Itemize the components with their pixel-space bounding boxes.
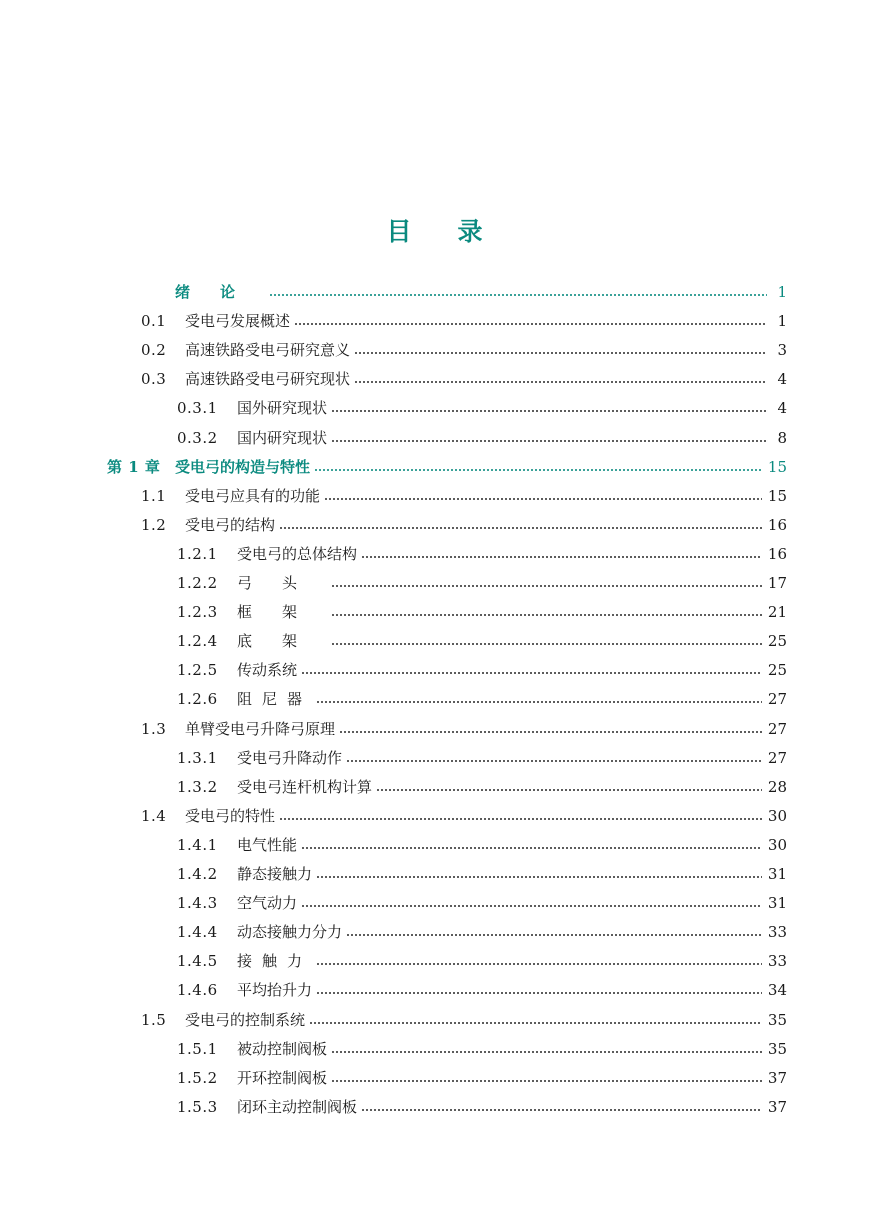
toc-entry-number: 1.2.6 [177,690,218,709]
toc-entry-number: 1.4.5 [177,952,218,971]
toc-entry-title: 高速铁路受电弓研究意义 [185,341,351,360]
toc-entry-number: 1.2 [141,515,167,534]
toc-entry[interactable] [177,394,787,422]
toc-entry[interactable] [141,336,787,364]
dot-leader [331,643,762,645]
toc-entry-page-number: 27 [767,690,787,709]
toc-entry-page-number: 16 [767,515,787,534]
dot-leader [294,323,767,325]
dot-leader [316,963,762,965]
dot-leader [354,352,767,354]
toc-entry-title: 动态接触力分力 [237,923,343,942]
dot-leader [354,381,767,383]
toc-entry-page-number: 16 [767,544,787,563]
toc-entry-page-number: 25 [767,632,787,651]
toc-entry-number: 0.2 [141,341,167,360]
toc-entry[interactable] [177,831,787,859]
toc-entry-title: 弓头 [237,574,328,592]
toc-entry-page-number: 31 [767,865,787,883]
dot-leader [331,614,762,616]
toc-entry-number: 第 1 章 [107,457,161,476]
toc-entry-title: 受电弓的特性 [185,806,276,825]
dot-leader [269,294,767,296]
toc-entry-title: 开环控制阀板 [237,1068,328,1087]
dot-leader [301,672,762,674]
toc-entry-page-number: 27 [767,748,787,767]
dot-leader [331,440,767,442]
toc-entry-title: 阻尼器 [237,690,313,709]
toc-entry-page-number: 4 [777,399,787,418]
toc-entry-page-number: 34 [767,981,787,1000]
toc-entry[interactable] [177,685,787,713]
toc-entry-number: 1.2.2 [177,574,218,592]
toc-entry-title: 受电弓的总体结构 [237,544,358,563]
toc-entry-number: 1.5 [141,1010,167,1029]
toc-entry[interactable] [177,744,787,772]
toc-entry-title: 平均抬升力 [237,981,313,1000]
toc-entry-page-number: 25 [767,661,787,680]
dot-leader [346,760,762,762]
dot-leader [301,847,762,849]
dot-leader [361,556,762,558]
toc-entry-number: 1.3 [141,719,167,738]
toc-entry[interactable] [177,569,787,597]
dot-leader [316,876,762,878]
toc-entry-number: 1.4.4 [177,923,218,942]
toc-entry-title: 受电弓应具有的功能 [185,486,321,505]
toc-entry[interactable] [177,976,787,1004]
toc-entry-number: 1.5.1 [177,1039,218,1058]
toc-entry[interactable] [177,918,787,946]
toc-entry[interactable] [177,656,787,684]
toc-entry-number: 1.2.4 [177,632,218,651]
toc-entry[interactable] [177,889,787,917]
toc-entry-page-number: 30 [767,806,787,825]
toc-entry-page-number: 37 [767,1068,787,1087]
toc-entry-title: 底架 [237,632,328,651]
toc-entry[interactable] [177,1035,787,1063]
toc-entry-page-number: 33 [767,952,787,971]
toc-entry-title: 单臂受电弓升降弓原理 [185,719,336,738]
toc-entry[interactable] [177,598,787,626]
toc-entry-title: 受电弓的构造与特性 [175,457,311,476]
toc-entry-page-number: 30 [767,835,787,854]
dot-leader [346,934,762,936]
toc-entry-number: 1.4.2 [177,865,218,883]
toc-chapter-entry[interactable] [107,278,787,306]
dot-leader [339,731,762,733]
toc-entry-title: 静态接触力 [237,865,313,883]
toc-entry-title: 受电弓的控制系统 [185,1010,306,1029]
toc-entry[interactable] [177,773,787,801]
toc-entry-number: 0.3.2 [177,428,218,447]
toc-entry-number: 1.2.3 [177,603,218,622]
toc-entry[interactable] [141,1006,787,1034]
toc-entry[interactable] [177,424,787,452]
toc-entry-number: 1.2.1 [177,544,218,563]
dot-leader [316,992,762,994]
toc-entry-number: 1.4.1 [177,835,218,854]
toc-entry-page-number: 27 [767,719,787,738]
dot-leader [314,469,762,471]
toc-entry-title: 被动控制阀板 [237,1039,328,1058]
toc-entry-title: 闭环主动控制阀板 [237,1097,358,1116]
toc-entry-number: 0.3 [141,370,167,389]
dot-leader [309,1022,762,1024]
toc-entry-title: 受电弓的结构 [185,515,276,534]
toc-entry-page-number: 28 [767,777,787,796]
dot-leader [331,585,762,587]
toc-entry-title: 高速铁路受电弓研究现状 [185,370,351,389]
toc-entry-number: 1.4.3 [177,894,218,913]
toc-entry-page-number: 4 [777,370,787,389]
dot-leader [279,818,762,820]
toc-entry-page-number: 1 [777,312,787,331]
toc-entry[interactable] [177,540,787,568]
dot-leader [361,1109,762,1111]
toc-chapter-entry[interactable] [107,453,787,481]
toc-entry[interactable] [177,627,787,655]
toc-entry-page-number: 35 [767,1010,787,1029]
dot-leader [301,905,762,907]
dot-leader [331,1080,762,1082]
toc-entry-title: 传动系统 [237,661,298,680]
toc-entry-number: 1.4 [141,806,167,825]
toc-entry-title: 接触力 [237,952,313,971]
toc-entry-number: 1.3.1 [177,748,218,767]
toc-entry-page-number: 33 [767,923,787,942]
toc-entry-page-number: 3 [777,341,787,360]
toc-entry-page-number: 37 [767,1097,787,1116]
toc-entry-number: 0.3.1 [177,399,218,418]
dot-leader [279,527,762,529]
toc-entry[interactable] [177,1064,787,1092]
toc-entry-title: 受电弓发展概述 [185,312,291,331]
toc-entry-title: 电气性能 [237,835,298,854]
toc-entry-number: 1.5.2 [177,1068,218,1087]
dot-leader [316,701,762,703]
toc-entry-title: 国内研究现状 [237,428,328,447]
toc-entry[interactable] [177,947,787,975]
toc-entry[interactable] [141,307,787,335]
toc-entry-page-number: 31 [767,894,787,913]
toc-entry-title: 受电弓连杆机构计算 [237,777,373,796]
toc-entry-title: 空气动力 [237,894,298,913]
toc-entry[interactable] [177,860,787,888]
toc-entry-page-number: 8 [777,428,787,447]
toc-entry[interactable] [141,715,787,743]
toc-entry[interactable] [177,1093,787,1121]
toc-entry-page-number: 15 [767,457,787,476]
toc-entry[interactable] [141,365,787,393]
toc-entry-title: 受电弓升降动作 [237,748,343,767]
dot-leader [324,498,762,500]
toc-entry-number: 1.2.5 [177,661,218,680]
toc-entry-page-number: 1 [777,283,787,301]
toc-entry-page-number: 35 [767,1039,787,1058]
toc-entry[interactable] [141,482,787,510]
dot-leader [376,789,762,791]
toc-entry-number: 0.1 [141,312,167,331]
toc-entry-page-number: 21 [767,603,787,622]
toc-entry-page-number: 17 [767,574,787,592]
toc-entry-number: 1.5.3 [177,1097,218,1116]
toc-entry-page-number: 15 [767,486,787,505]
toc-entry-number: 1.3.2 [177,777,218,796]
toc-entry-title: 框架 [237,603,328,622]
page-title: 目录 [386,217,529,246]
toc-entry-title: 绪论 [175,283,266,301]
toc-entry[interactable] [141,802,787,830]
toc-entry[interactable] [141,511,787,539]
dot-leader [331,410,767,412]
toc-entry-number: 1.1 [141,486,167,505]
toc-entry-number: 1.4.6 [177,981,218,1000]
toc-entry-title: 国外研究现状 [237,399,328,418]
dot-leader [331,1051,762,1053]
